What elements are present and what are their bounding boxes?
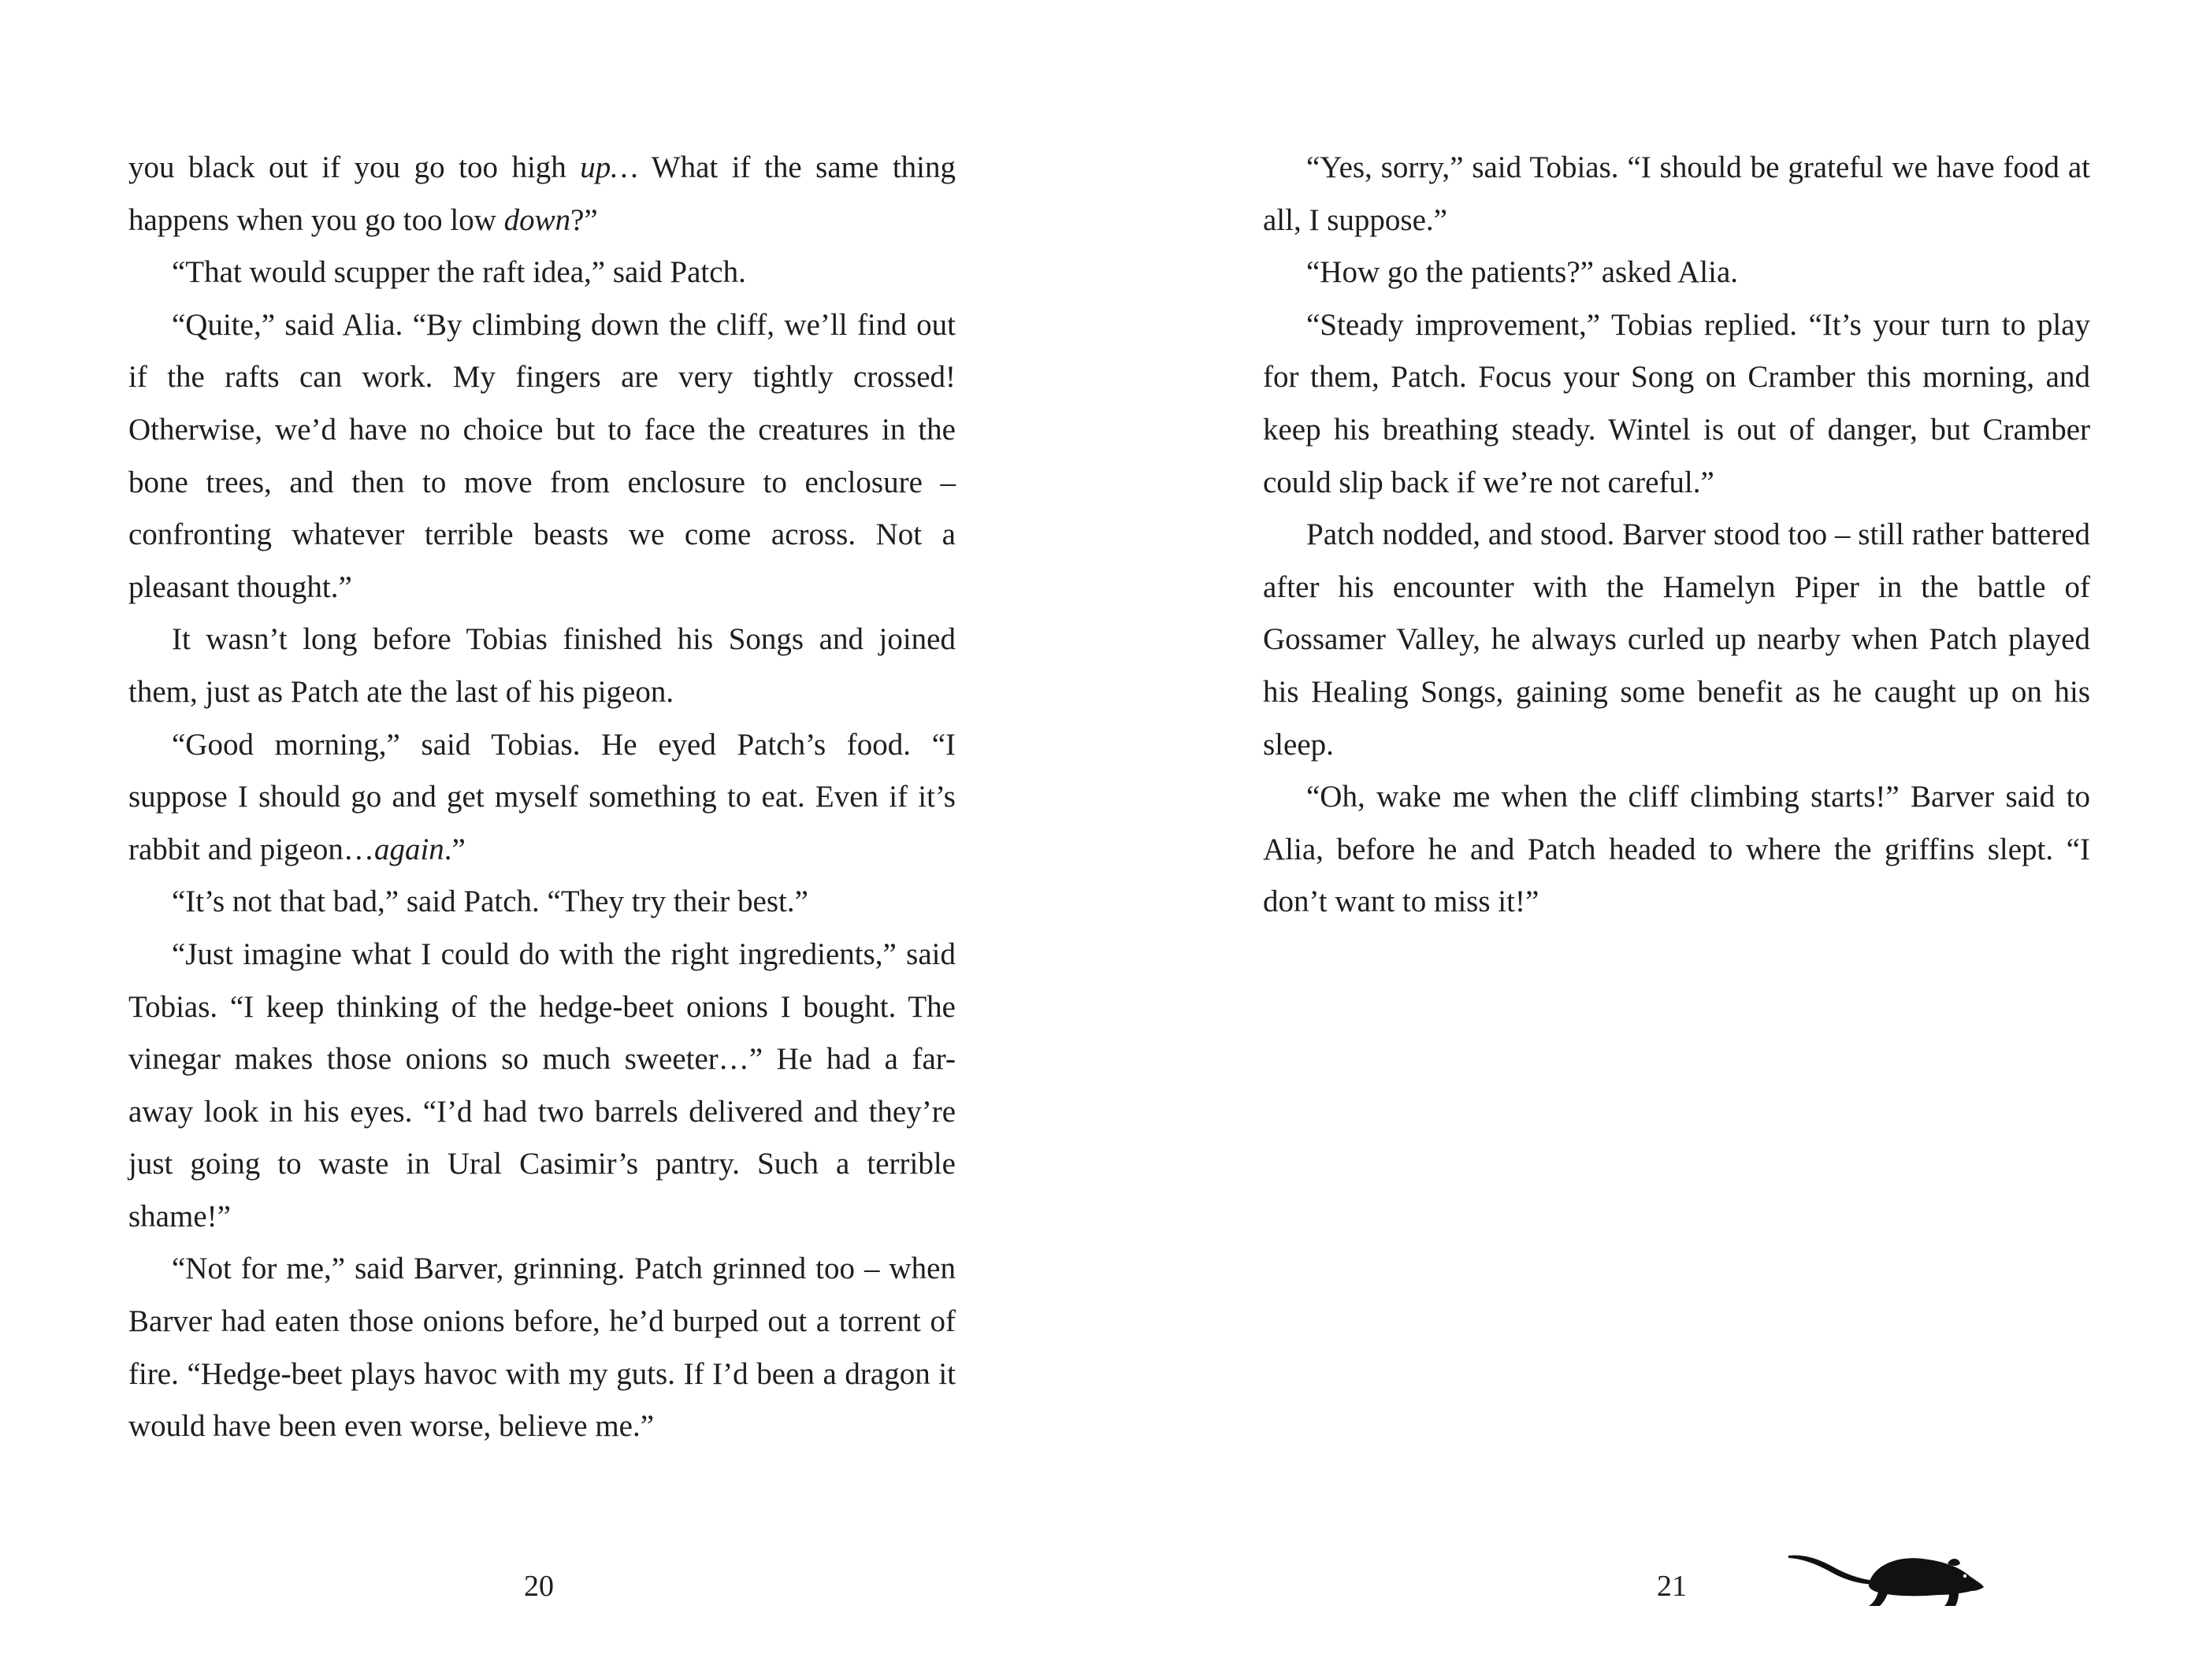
- text-run: “It’s not that bad,” said Patch. “They try their best.”: [172, 885, 808, 919]
- page-number-left: 20: [524, 1570, 554, 1603]
- text-run: “That would scupper the raft idea,” said Patch.: [172, 255, 746, 290]
- paragraph: [1263, 509, 2090, 771]
- text-run: “Yes, sorry,” said Tobias. “I should be grateful we have food at all, I suppose.”: [1263, 150, 2090, 237]
- left-page: [128, 142, 956, 1453]
- italic-text: up…: [580, 150, 638, 184]
- paragraph: [1263, 247, 2090, 299]
- text-run: “Good morning,” said Tobias. He eyed Patch’s food. “I suppose I should go and get myself something to eat. Even if it’s rabbit and pigeon…: [128, 727, 956, 866]
- paragraph: [128, 142, 956, 247]
- paragraph: [128, 876, 956, 929]
- italic-text: again: [373, 832, 444, 866]
- paragraph: [128, 719, 956, 877]
- paragraph: [128, 929, 956, 1244]
- text-run: “Steady improvement,” Tobias replied. “It’s your turn to play for them, Patch. Focus your Song on Cramber this morning, and keep his breathing steady. Wintel is out of danger, but Cramber could slip back if we’re not careful.”: [1263, 307, 2090, 499]
- text-run: Patch nodded, and stood. Barver stood too – still rather battered after his encounter with the Hamelyn Piper in the battle of Gossamer Valley, he always curled up nearby when Patch played his Healing Songs, gaining some benefit as he caught up on his sleep.: [1263, 517, 2090, 762]
- paragraph: [128, 1243, 956, 1452]
- text-run: “Not for me,” said Barver, grinning. Patch grinned too – when Barver had eaten those onions before, he’d burped out a torrent of fire. “Hedge-beet plays havoc with my guts. If I’d been a dragon it would have been even worse, believe me.”: [128, 1252, 956, 1444]
- paragraph: [128, 247, 956, 299]
- text-run: “How go the patients?” asked Alia.: [1306, 255, 1738, 290]
- paragraph: [128, 299, 956, 614]
- paragraph: [1263, 771, 2090, 929]
- paragraph: [1263, 142, 2090, 247]
- text-run: .”: [444, 832, 466, 866]
- text-run: It wasn’t long before Tobias finished his Songs and joined them, just as Patch ate the last of his pigeon.: [128, 622, 956, 709]
- text-run: What if the same thing happens when you go too low: [128, 150, 956, 237]
- text-run: “Just imagine what I could do with the right ingredients,” said Tobias. “I keep thinking of the hedge-beet onions I bought. The vinegar makes those onions so much sweeter…” He had a far-away look in his eyes. “I’d had two barrels delivered and they’re just going to waste in Ural Casimir’s pantry. Such a terrible shame!”: [128, 936, 956, 1233]
- italic-text: down: [503, 202, 571, 237]
- text-run: ?”: [570, 202, 598, 237]
- paragraph: [128, 614, 956, 718]
- text-run: “Quite,” said Alia. “By climbing down the cliff, we’ll find out if the rafts can work. My fingers are very tightly crossed! Otherwise, we’d have no choice but to face the creatures in the bone trees, and then to move from enclosure to enclosure – confronting whatever terrible beasts we come across. Not a pleasant thought.”: [128, 307, 956, 604]
- text-run: you black out if you go too high: [128, 150, 581, 184]
- rat-silhouette-icon: [1787, 1548, 1984, 1611]
- text-run: “Oh, wake me when the cliff climbing starts!” Barver said to Alia, before he and Patch headed to where the griffins slept. “I don’t want to miss it!”: [1263, 780, 2090, 919]
- page-number-right: 21: [1657, 1570, 1687, 1603]
- right-page: [1263, 142, 2090, 929]
- paragraph: [1263, 299, 2090, 509]
